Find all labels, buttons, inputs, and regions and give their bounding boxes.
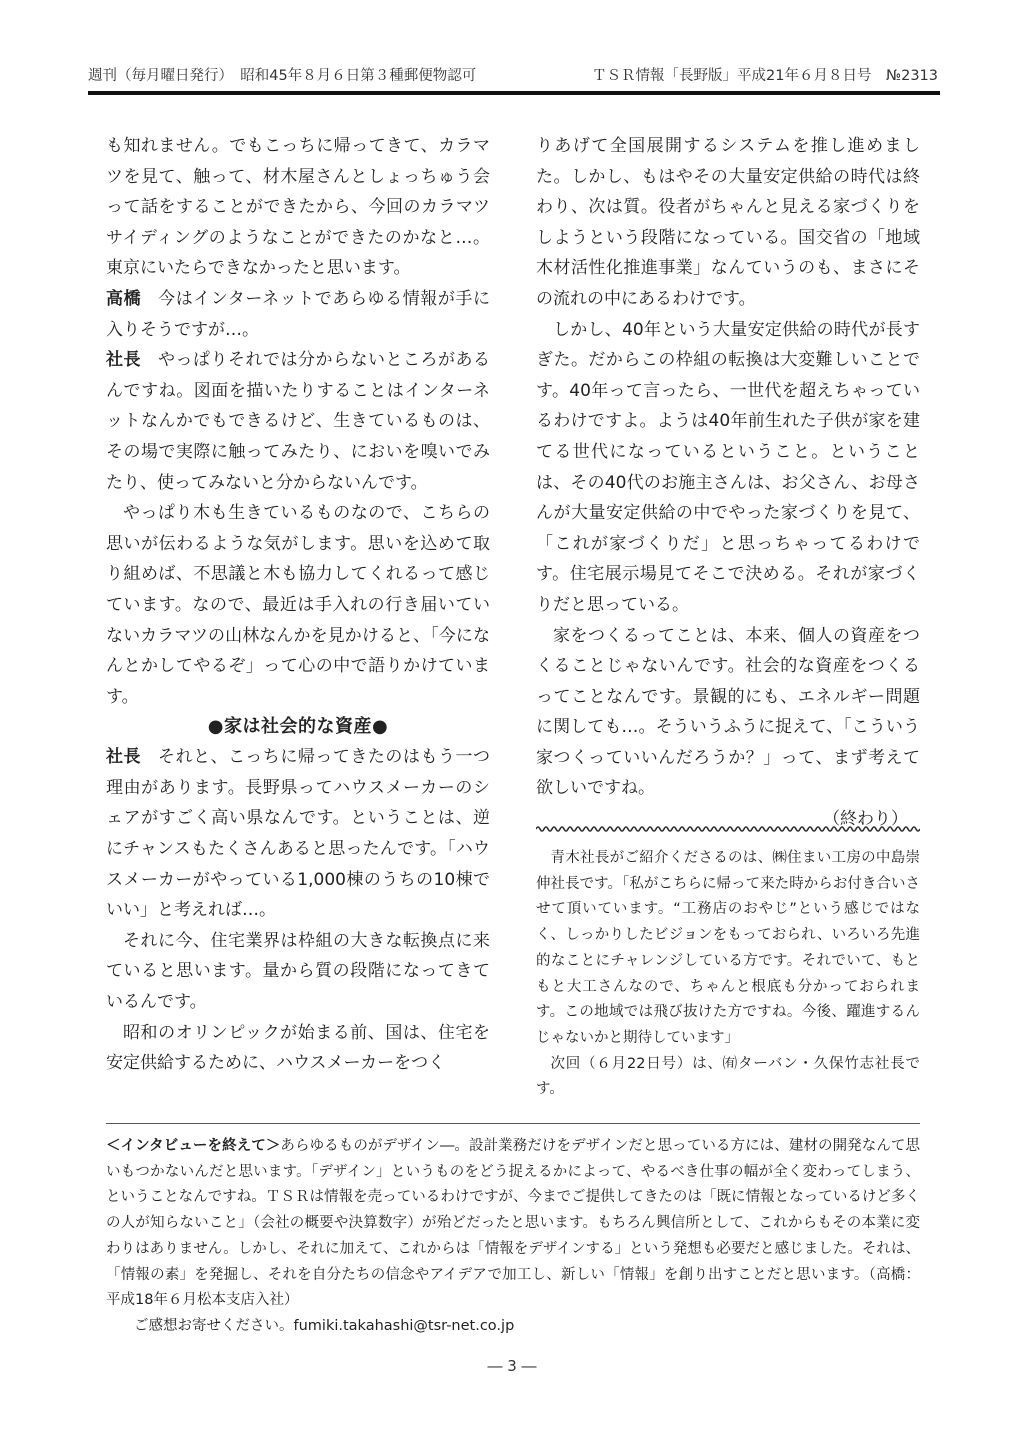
paragraph-text: やっぱりそれでは分からないところがあるんですね。図面を描いたりすることはインターネットなんかでもできるけど、生きているものは、その場で実際に触ってみたり、においを嗅いでみたり、使ってみないと分からないんです。	[106, 350, 490, 493]
paragraph: しかし、40年という大量安定供給の時代が長すぎた。だからこの枠組の転換は大変難しいことです。40年って言ったら、一世代を超えちゃっているわけですよ。ようは40年前生れた子供が家を建てる世代になっているということ。ということは、その40代のお施主さんは、お父さん、お母さんが大量安定供給の中でやった家づくりを見て、「これが家づくりだ」と思っちゃってるわけです。住宅展示場見てそこで決める。それが家づくりだと思っている。	[536, 319, 920, 615]
afterword-text: あらゆるものがデザイン―。設計業務だけをデザインだと思っている方には、建材の開発なんて思いもつかないんだと思います。「デザイン」というものをどう捉えるかによって、やるべき仕事の幅が全く変わってしまう、ということなんですね。ＴＳＲは情報を売っているわけですが、今までご提供してきたのは「既に情報となっているけど多くの人が知らないこと」（会社の概要や決算数字）が殆どだったと思います。もちろん興信所として、これからもその本業に変わりはありません。しかし、それに加えて、これからは「情報をデザインする」という発想も必要だと感じました。それは、「情報の素」を発掘し、それを自分たちの信念やアイデアで加工し、新しい「情報」を創り出すことだと思います。（高橋：平成18年６月松本支店入社）	[106, 1138, 920, 1309]
header-rule	[88, 91, 940, 95]
paragraph: 昭和のオリンピックが始まる前、国は、住宅を安定供給するために、ハウスメーカーをつく	[106, 1022, 490, 1074]
afterword-title: ＜インタビューを終えて＞	[106, 1138, 281, 1154]
speaker-label: 社長	[106, 747, 142, 768]
paragraph	[106, 345, 490, 498]
end-mark: （終わり）	[823, 809, 908, 830]
contact-line: ご感想お寄せください。fumiki.takahashi@tsr-net.co.jp	[134, 1317, 515, 1334]
right-column	[536, 131, 920, 835]
paragraph: りあげて全国展開するシステムを推し進めました。しかし、もはやその大量安定供給の時代は終わり、次は質。役者がちゃんと見える家づくりをしようという段階になっている。国交省の「地域木材活性化推進事業」なんていうのも、まさにその流れの中にあるわけです。	[536, 136, 920, 309]
left-column	[106, 131, 490, 1079]
note-paragraph: 次回（６月22日号）は、㈲ターバン・久保竹志社長です。	[536, 1055, 920, 1098]
speaker-label: 社長	[106, 350, 141, 371]
paragraph: それに今、住宅業界は枠組の大きな転換点に来ていると思います。量から質の段階になってきているんです。	[106, 930, 490, 1013]
paragraph	[106, 742, 490, 926]
afterword-rule	[106, 1123, 920, 1124]
header-publication-info: 週刊（毎月曜日発行） 昭和45年８月６日第３種郵便物認可	[88, 68, 477, 84]
paragraph: も知れません。でもこっちに帰ってきて、カラマツを見て、触って、材木屋さんとしょっちゅう会って話をすることができたから、今回のカラマツサイディングのようなことができたのかなと…。東京にいたらできなかったと思います。	[106, 136, 490, 279]
paragraph: 家をつくるってことは、本来、個人の資産をつくることじゃないんです。社会的な資産をつくるってことなんです。景観的にも、エネルギー問題に関しても…。そういうふうに捉えて、「こういう家つくっていいんだろうか？」って、まず考えて欲しいですね。	[536, 625, 920, 799]
paragraph-text: それと、こっちに帰ってきたのはもう一つ理由があります。長野県ってハウスメーカーのシェアがすごく高い県なんです。ということは、逆にチャンスもたくさんあると思ったんです。「ハウスメーカーがやっている1,000棟のうちの10棟でいい」と考えれば…。	[106, 747, 491, 921]
introduction-note	[536, 846, 920, 1103]
section-title: ●家は社会的な資産●	[207, 716, 389, 738]
afterword	[106, 1134, 920, 1340]
paragraph-text: 今はインターネットであらゆる情報が手に入りそうですが…。	[106, 288, 490, 340]
paragraph	[106, 284, 490, 345]
header-issue-info: ＴＳＲ情報「長野版」平成21年６月８日号 №2313	[592, 68, 938, 84]
page-number: ― 3 ―	[487, 1357, 537, 1375]
afterword-paragraph	[106, 1134, 920, 1314]
paragraph: やっぱり木も生きているものなので、こちらの思いが伝わるような気がします。思いを込めて取り組めば、不思議と木も協力してくれるって感じています。なので、最近は手入れの行き届いていないカラマツの山林なんかを見かけると、「今になんとかしてやるぞ」って心の中で語りかけています。	[106, 503, 490, 707]
note-paragraph: 青木社長がご紹介くださるのは、㈱住まい工房の中島崇伸社長です。「私がこちらに帰って来た時からお付き合いさせて頂いています。“工務店のおやじ”という感じではなく、しっかりしたビジョンをもっておられ、いろいろ先進的なことにチャレンジしている方です。それでいて、もともと大工さんなので、ちゃんと根底も分かっておられます。この地域では飛び抜けた方ですね。今後、躍進するんじゃないかと期待しています」	[536, 850, 920, 1046]
page-header	[88, 62, 938, 88]
wavy-divider	[536, 824, 920, 834]
speaker-label: 高橋	[106, 288, 142, 309]
